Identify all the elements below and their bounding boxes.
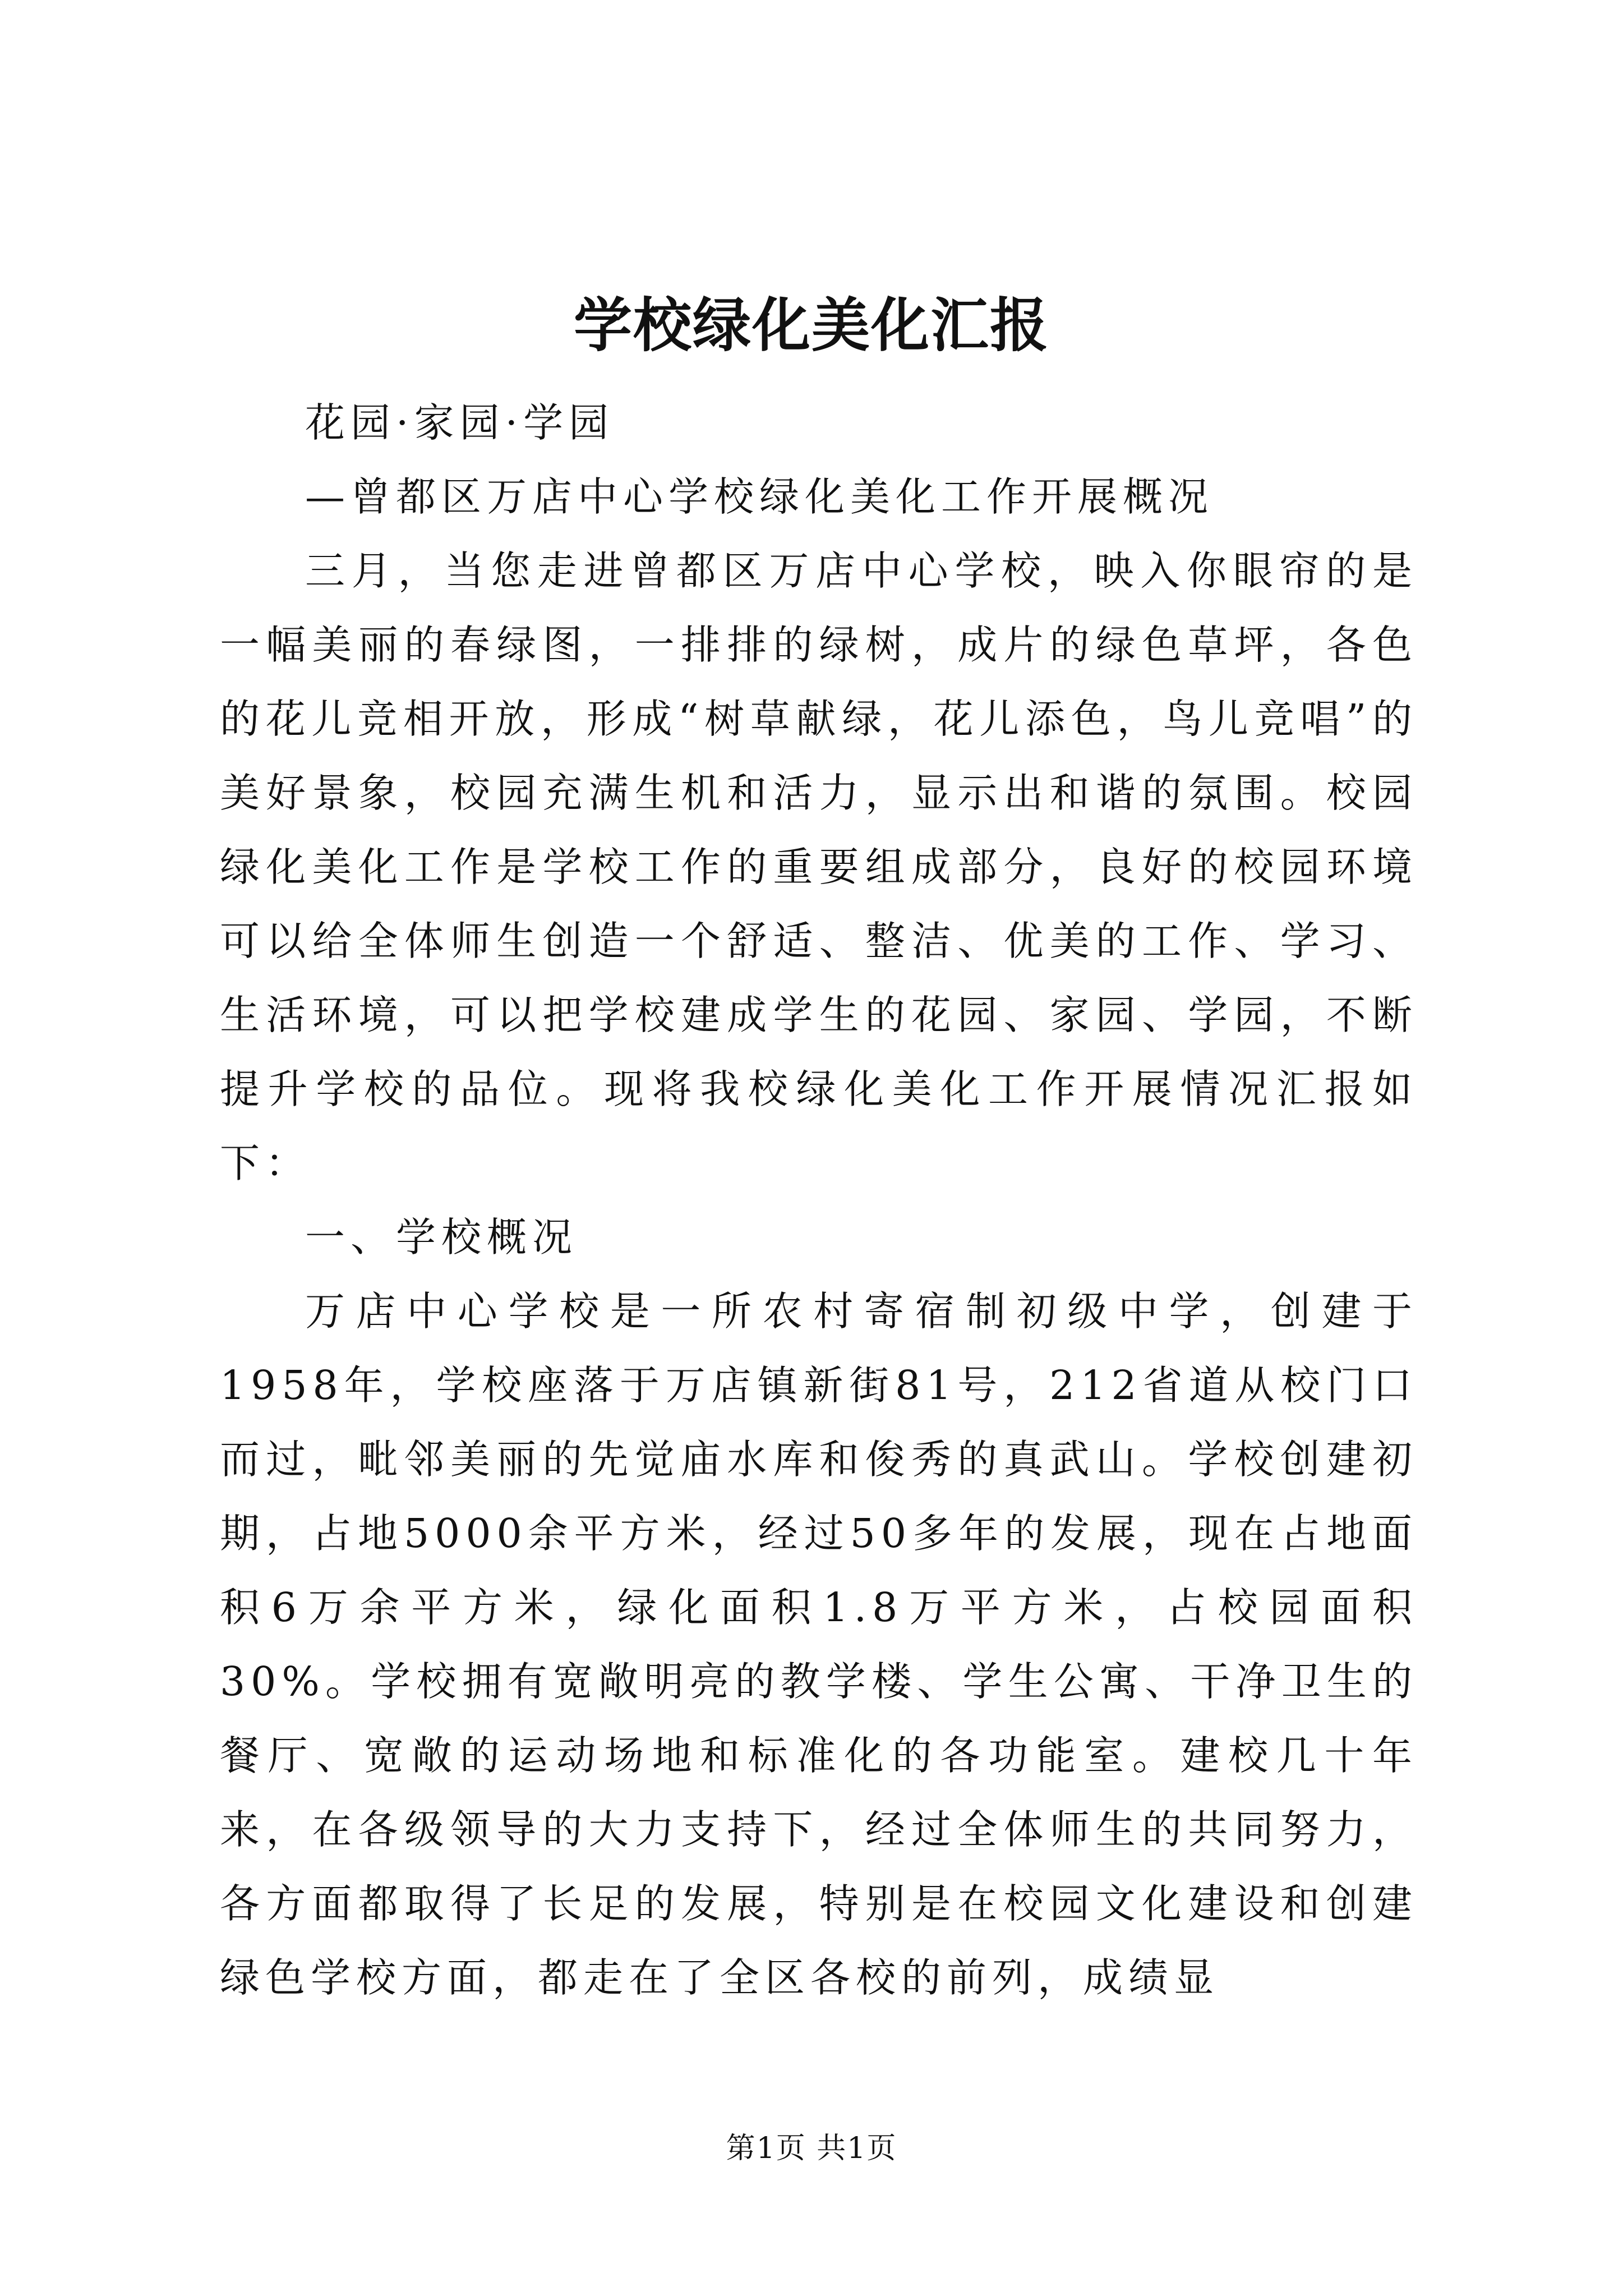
subtitle-line: 花园·家园·学园 [305,399,615,446]
body-paragraph: 三月，当您走进曾都区万店中心学校，映入你眼帘的是一幅美丽的春绿图，一排排的绿树，成片的绿色草坪，各色的花儿竞相开放，形成“树草献绿，花儿添色，鸟儿竞唱”的美好景象，校园充满生机和活力，显示出和谐的氛围。校园绿化美化工作是学校工作的重要组成部分，良好的校园环境可以给全体师生创造一个舒适、整洁、优美的工作、学习、生活环境，可以把学校建成学生的花园、家园、学园，不断提升学校的品位。现将我校绿化美化工作开展情况汇报如下： [220,547,1418,1186]
page-footer: 第1页 共1页 [726,2132,897,2165]
document-title: 学校绿化美化汇报 [573,291,1049,360]
section-heading: 一、学校概况 [305,1214,578,1260]
body-paragraph: 万店中心学校是一所农村寄宿制初级中学，创建于1958年，学校座落于万店镇新街81号，212省道从校门口而过，毗邻美丽的先觉庙水库和俊秀的真武山。学校创建初期，占地5000余平方米，经过50多年的发展，现在占地面积6万余平方米，绿化面积1.8万平方米，占校园面积30%。学校拥有宽敞明亮的教学楼、学生公寓、干净卫生的餐厅、宽敞的运动场地和标准化的各功能室。建校几十年来，在各级领导的大力支持下，经过全体师生的共同努力，各方面都取得了长足的发展，特别是在校园文化建设和创建绿色学校方面，都走在了全区各校的前列，成绩显 [220,1288,1418,2001]
document-body [220,386,1418,2015]
subtitle-line: —曾都区万店中心学校绿化美化工作开展概况 [305,473,1214,520]
